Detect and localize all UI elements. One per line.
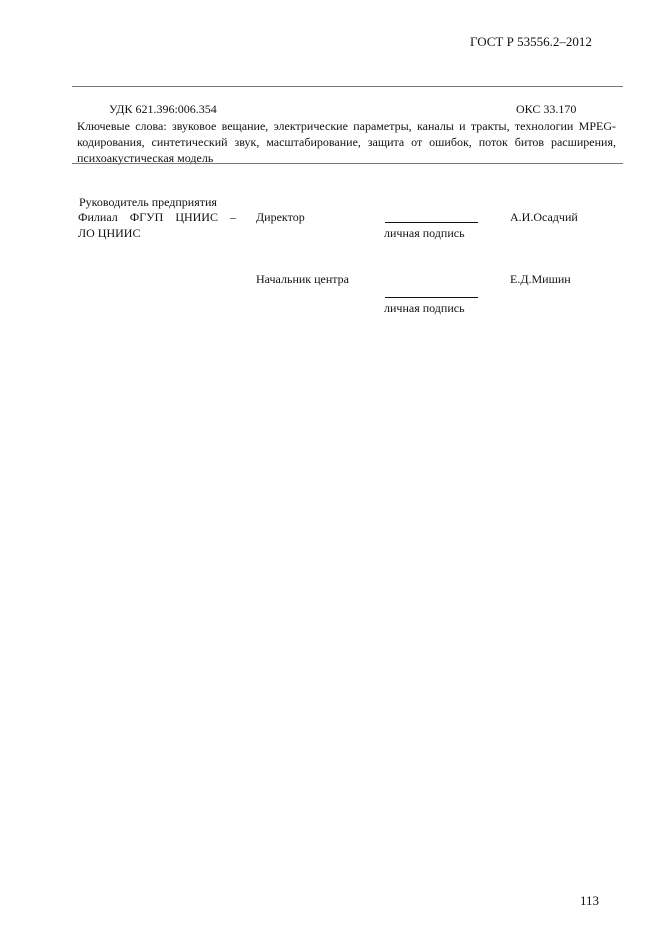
bottom-divider <box>72 163 623 164</box>
signature-line-director <box>385 222 478 223</box>
org-name-line2: ЛО ЦНИИС <box>78 226 141 240</box>
keywords-label: Ключевые слова: <box>77 119 167 133</box>
signature-line-center-head <box>385 297 478 298</box>
org-head-title: Руководитель предприятия <box>79 195 217 209</box>
org-name-line1: Филиал ФГУП ЦНИИС – <box>78 210 236 224</box>
position-center-head: Начальник центра <box>256 272 349 286</box>
standard-number: ГОСТ Р 53556.2–2012 <box>470 34 592 49</box>
signature-caption-center-head: личная подпись <box>384 301 465 315</box>
oks-code: ОКС 33.170 <box>516 102 577 116</box>
keywords-paragraph <box>77 118 616 166</box>
keywords-text: звуковое вещание, электрические параметры, каналы и тракты, технологии MPEG-кодирования, синтетический звук, масштабирование, защита от ошибок, поток битов расширения, психоакустическая модель <box>77 119 617 165</box>
signature-caption-director: личная подпись <box>384 226 465 240</box>
udk-code: УДК 621.396:006.354 <box>109 102 217 116</box>
top-divider <box>72 86 623 87</box>
page-number: 113 <box>580 893 600 908</box>
name-center-head: Е.Д.Мишин <box>510 272 571 286</box>
position-director: Директор <box>256 210 305 224</box>
name-director: А.И.Осадчий <box>510 210 578 224</box>
